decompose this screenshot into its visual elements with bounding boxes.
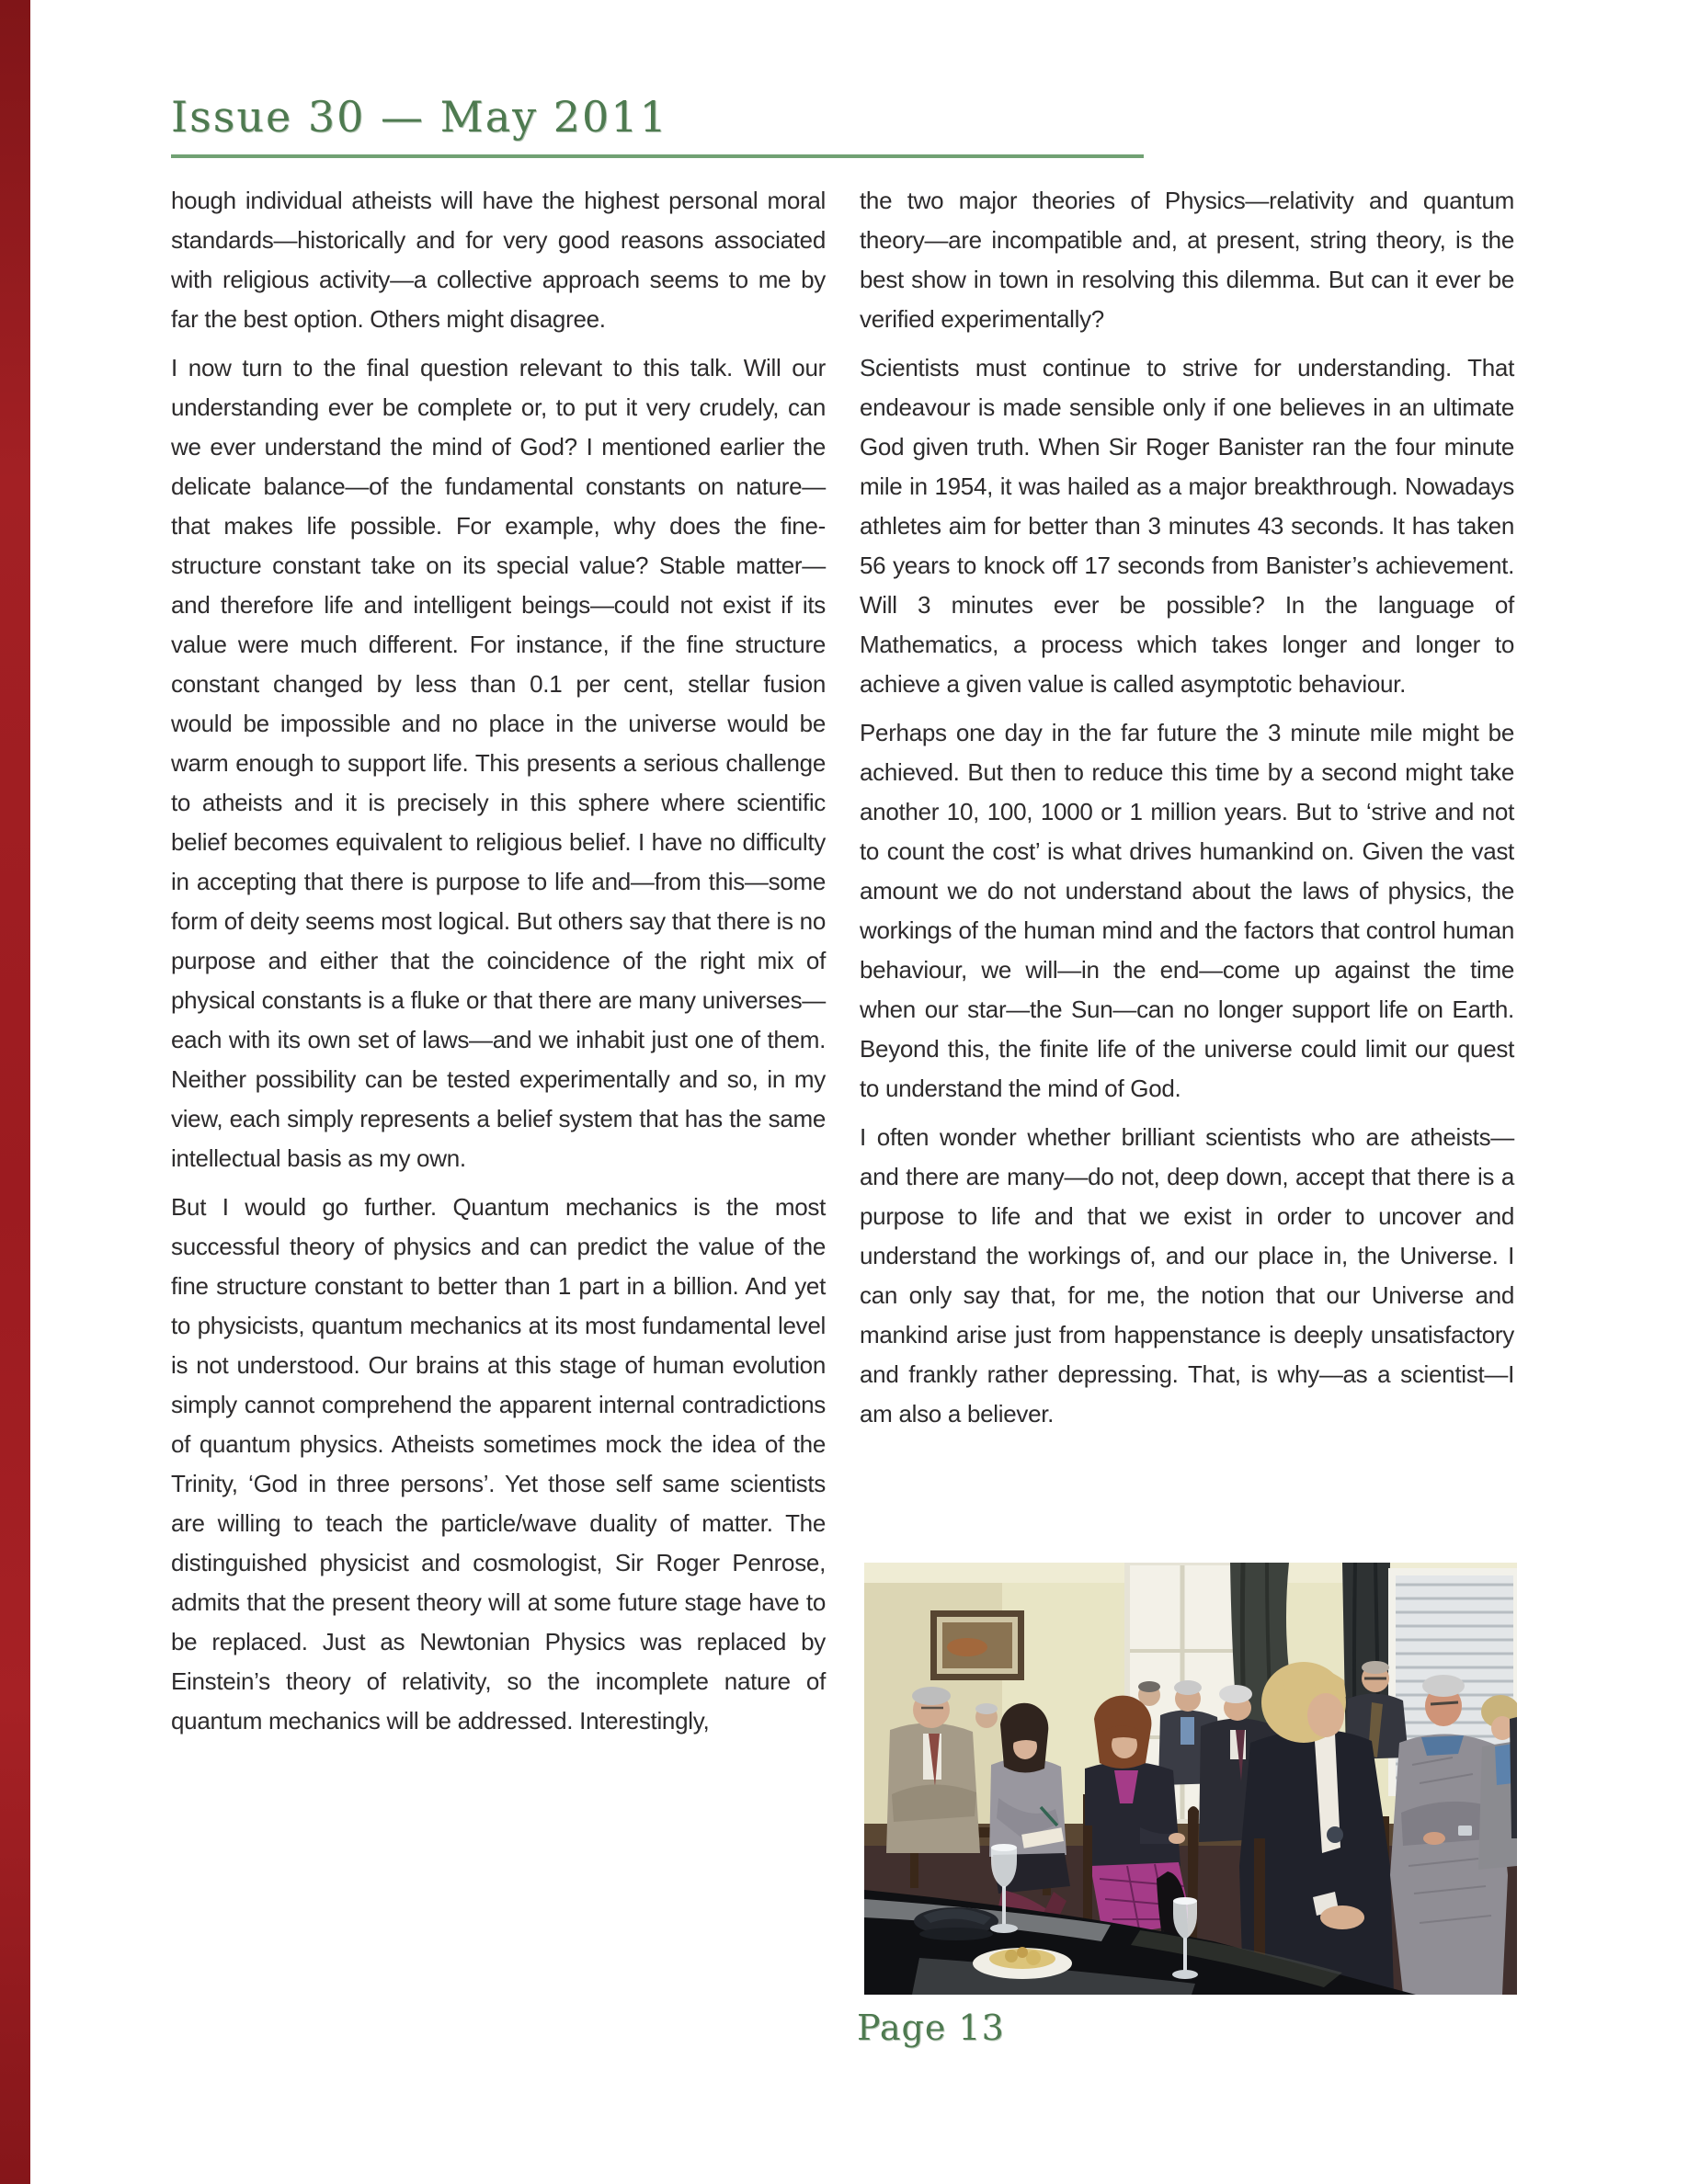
body-paragraph: Perhaps one day in the far future the 3 minute mile might be achieved. But then to reduce this time by a second might take another 10, 100, 1000 or 1 million years. But to ‘strive and not to count the cost’ is what drives humankind on. Given the vast amount we do not understand about the laws of physics, the workings of the human mind and the factors that control human behaviour, we will—in the end—come up against the time when our star—the Sun—can no longer support life on Earth. Beyond this, the finite life of the universe could limit our quest to understand the mind of God. [860,719,1514,1102]
page-number: Page 13 [857,2008,1005,2048]
framed-picture [930,1610,1024,1680]
body-paragraph: I now turn to the final question relevant to this talk. Will our understanding ever be complete or, to put it very crudely, can we ever understand the mind of God? I mentioned earlier the delicate balance—of the fundamental constants on nature—that makes life possible. For example, why does the fine-structure constant take on its special value? Stable matter—and therefore life and intelligent beings—could not exist if its value were much different. For instance, if the fine structure constant changed by less than 0.1 per cent, stellar fusion would be impossible and no place in the universe would be warm enough to support life. This presents a serious challenge to atheists and it is precisely in this sphere where scientific belief becomes equivalent to religious belief. I have no difficulty in accepting that there is purpose to life and—from this—some form of deity seems most logical. But others say that there is no purpose and either that the coincidence of the right mix of physical constants is a fluke or that there are many universes—each with its own set of laws—and we inhabit just one of them. Neither possibility can be tested experimentally and so, in my view, each simply represents a belief system that has the same intellectual basis as my own. [171,354,826,1172]
flat-cap [914,1907,998,1940]
right-text-column [860,181,1514,1443]
left-red-edge-strip [0,0,30,2184]
body-paragraph: the two major theories of Physics—relativity and quantum theory—are incompatible and, at present, string theory, is the best show in town in resolving this dilemma. But can it ever be verified experimentally? [860,187,1514,333]
issue-masthead: Issue 30 — May 2011 [171,92,668,142]
masthead-rule [171,154,1144,158]
audience-photo-illustration [864,1563,1517,1995]
body-paragraph: I often wonder whether brilliant scientists who are atheists—and there are many—do not, deep down, accept that there is a purpose to life and that we exist in order to uncover and understand the workings of, and our place in, the Universe. I can only say that, for me, the notion that our Universe and mankind arise just from happenstance is deeply unsatisfactory and frankly rather depressing. That, is why—as a scientist—I am also a believer. [860,1123,1514,1428]
left-text-column [171,181,826,1750]
body-paragraph: But I would go further. Quantum mechanics is the most successful theory of physics and can predict the value of the fine structure constant to better than 1 part in a billion. And yet to physicists, quantum mechanics at its most fundamental level is not understood. Our brains at this stage of human evolution simply cannot comprehend the apparent internal contradictions of quantum physics. Atheists sometimes mock the idea of the Trinity, ‘God in three persons’. Yet those self same scientists are willing to teach the particle/wave duality of matter. The distinguished physicist and cosmologist, Sir Roger Penrose, admits that the present theory will at some future stage have to be replaced. Just as Newtonian Physics was replaced by Einstein’s theory of relativity, so the incomplete nature of quantum mechanics will be addressed. Interestingly, [171,1193,826,1735]
body-paragraph: Scientists must continue to strive for understanding. That endeavour is made sensible only if one believes in an ultimate God given truth. When Sir Roger Banister ran the four minute mile in 1954, it was hailed as a major breakthrough. Nowadays athletes aim for better than 3 minutes 43 seconds. It has taken 56 years to knock off 17 seconds from Banister’s achievement. Will 3 minutes ever be possible? In the language of Mathematics, a process which takes longer and longer to achieve a given value is called asymptotic behaviour. [860,354,1514,698]
body-paragraph: hough individual atheists will have the highest personal moral standards—historically and for very good reasons associated with religious activity—a collective approach seems to me by far the best option. Others might disagree. [171,187,826,333]
audience-photo [864,1563,1517,1995]
